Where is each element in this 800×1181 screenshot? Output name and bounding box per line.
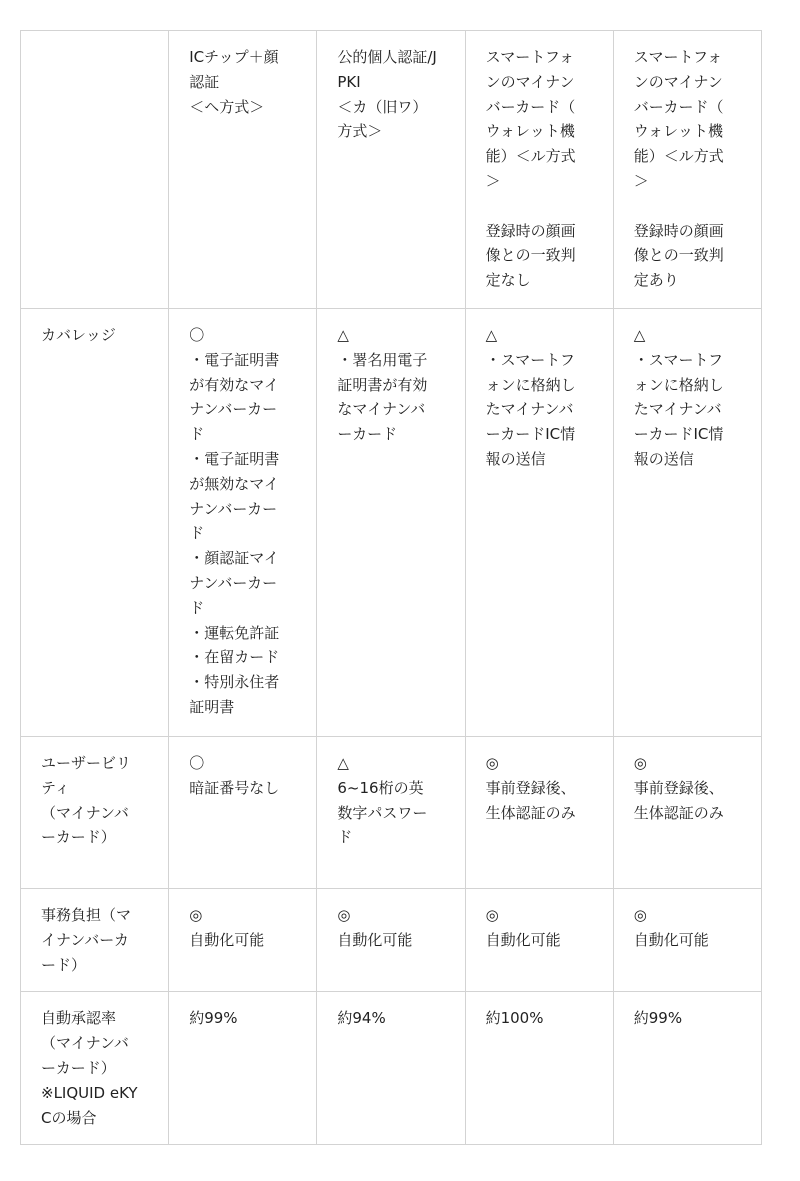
table-cell — [465, 309, 613, 737]
row-label-coverage — [21, 309, 169, 737]
cell-text-line: スマートフォ — [633, 48, 723, 66]
header-cell-wallet-no-face — [465, 31, 613, 309]
cell-text-line: ンのマイナン — [485, 72, 575, 91]
cell-text-line: 〇 — [189, 754, 205, 772]
cell-text-line: ・スマートフ — [485, 350, 575, 369]
cell-text-line: 生体認証のみ — [485, 803, 576, 822]
cell-text-line: ・特別永住者 — [189, 673, 280, 692]
cell-text-line: たマイナンバ — [633, 400, 722, 419]
cell-text-line: ◎ — [189, 906, 203, 924]
cell-text-line: 自動承認率 — [41, 1009, 117, 1028]
cell-text-line: ド — [189, 425, 205, 444]
cell-text-line: ンのマイナン — [633, 72, 723, 91]
cell-text-line: 認証 — [189, 72, 220, 91]
cell-text-line: △ — [485, 326, 498, 344]
cell-text-line: 約94% — [337, 1009, 386, 1028]
cell-text-line: バーカード（ — [485, 97, 576, 116]
cell-text-line: Cの場合 — [41, 1108, 97, 1127]
cell-text-line: 登録時の顔画 — [633, 221, 724, 240]
cell-text-line: 事前登録後、 — [485, 778, 576, 797]
cell-text-line: 暗証番号なし — [189, 778, 280, 797]
table-cell — [169, 992, 317, 1145]
row-label-admin-burden — [21, 889, 169, 992]
table-cell — [317, 889, 465, 992]
cell-text-line: 像との一致判 — [633, 246, 724, 265]
cell-text-line: ユーザービリ — [41, 754, 132, 772]
cell-text-line: が有効なマイ — [189, 375, 279, 394]
cell-text-line: ウォレット機 — [485, 122, 575, 141]
cell-text-line: 約99% — [633, 1009, 683, 1028]
cell-text-line: ティ — [41, 778, 70, 797]
cell-text-line: 能）＜ル方式 — [633, 147, 724, 166]
cell-text-line: 事務負担（マ — [41, 906, 132, 924]
cell-text-line: 生体認証のみ — [633, 803, 724, 822]
cell-text-line: △ — [337, 754, 349, 772]
cell-text-line: ォンに格納し — [633, 375, 724, 394]
cell-text-line: が無効なマイ — [189, 474, 279, 493]
cell-text-line: ・在留カード — [189, 648, 280, 667]
header-cell-jpki — [317, 31, 465, 309]
table-cell — [613, 992, 761, 1145]
table-row — [21, 992, 762, 1145]
cell-text-line: ※LIQUID eKY — [41, 1083, 138, 1102]
cell-text-line: 自動化可能 — [337, 930, 413, 949]
cell-text-line: ーカードIC情 — [633, 425, 724, 444]
table-cell — [317, 309, 465, 737]
cell-text-line: ＞ — [485, 171, 501, 190]
cell-text-line: 自動化可能 — [633, 930, 709, 949]
cell-text-line: 能）＜ル方式 — [485, 147, 576, 166]
cell-text-line: ナンバーカー — [189, 400, 278, 419]
table-cell — [169, 737, 317, 889]
cell-text-line: 約99% — [189, 1009, 238, 1028]
cell-text-line: 数字パスワー — [337, 803, 428, 822]
table-cell — [465, 737, 613, 889]
header-cell-wallet-face — [613, 31, 761, 309]
table-cell — [317, 737, 465, 889]
table-row — [21, 889, 762, 992]
cell-text-line — [486, 194, 593, 219]
cell-text-line: ＜ヘ方式＞ — [189, 97, 265, 116]
cell-text-line — [634, 194, 741, 219]
header-row — [21, 31, 762, 309]
cell-text-line: 定あり — [633, 271, 679, 290]
cell-text-line: スマートフォ — [485, 48, 575, 66]
header-corner-cell — [21, 31, 169, 309]
cell-text-line: ◎ — [633, 754, 647, 772]
cell-text-line: ◎ — [485, 906, 499, 924]
table-cell — [465, 992, 613, 1145]
cell-text-line: 自動化可能 — [485, 930, 561, 949]
cell-text-line: 証明書 — [189, 697, 235, 716]
table-cell — [613, 889, 761, 992]
table-cell — [169, 309, 317, 737]
cell-text-line: △ — [337, 326, 349, 344]
cell-text-line: ーカード） — [41, 1058, 116, 1077]
cell-text-line: ード） — [41, 955, 87, 974]
table-row — [21, 309, 762, 737]
cell-text-line: 証明書が有効 — [337, 375, 428, 394]
cell-text-line: なマイナンバ — [337, 400, 426, 419]
cell-text-line: ーカードIC情 — [485, 425, 576, 444]
cell-text-line: 報の送信 — [633, 449, 694, 468]
row-label-auto-approval — [21, 992, 169, 1145]
cell-text-line: 公的個人認証/J — [337, 48, 437, 66]
table-cell — [613, 737, 761, 889]
cell-text-line: 報の送信 — [485, 449, 546, 468]
table-cell — [613, 309, 761, 737]
cell-text-line: ICチップ＋顔 — [189, 48, 279, 66]
cell-text-line: ◎ — [633, 906, 647, 924]
cell-text-line: 〇 — [189, 326, 205, 344]
cell-text-line: （マイナンバ — [41, 1034, 129, 1053]
cell-text-line: ◎ — [337, 906, 351, 924]
header-cell-ic-face — [169, 31, 317, 309]
table-cell — [169, 889, 317, 992]
cell-text-line: たマイナンバ — [485, 400, 574, 419]
cell-text-line: 6~16桁の英 — [337, 778, 424, 797]
cell-text-line: △ — [633, 326, 646, 344]
cell-text-line: ド — [189, 524, 205, 543]
cell-text-line: ド — [337, 828, 353, 847]
cell-text-line: 事前登録後、 — [633, 778, 724, 797]
cell-text-line: ・署名用電子 — [337, 350, 428, 369]
cell-text-line: 定なし — [485, 271, 531, 290]
table-cell — [465, 889, 613, 992]
comparison-table — [20, 30, 762, 1145]
cell-text-line: ・電子証明書 — [189, 449, 280, 468]
cell-text-line: ＞ — [633, 171, 649, 190]
cell-text-line: ◎ — [485, 754, 499, 772]
cell-text-line: バーカード（ — [633, 97, 724, 116]
cell-text-line: 方式＞ — [337, 122, 383, 141]
cell-text-line: ・顔認証マイ — [189, 549, 279, 568]
cell-text-line: ・電子証明書 — [189, 350, 280, 369]
cell-text-line: 約100% — [485, 1009, 544, 1028]
table-cell — [317, 992, 465, 1145]
cell-text-line: イナンバーカ — [41, 930, 129, 949]
cell-text-line: ＜カ（旧ワ） — [337, 97, 428, 116]
cell-text-line: ォンに格納し — [485, 375, 576, 394]
cell-text-line: ド — [189, 598, 205, 617]
cell-text-line: ーカード） — [41, 828, 116, 847]
row-label-usability — [21, 737, 169, 889]
cell-text-line: ウォレット機 — [633, 122, 724, 141]
cell-text-line: ・スマートフ — [633, 350, 724, 369]
cell-text-line: ーカード — [337, 425, 398, 444]
cell-text-line: 像との一致判 — [485, 246, 576, 265]
cell-text-line: ナンバーカー — [189, 499, 278, 518]
table-row — [21, 737, 762, 889]
cell-text-line: カバレッジ — [41, 326, 116, 344]
cell-text-line: （マイナンバ — [41, 803, 129, 822]
cell-text-line: 自動化可能 — [189, 930, 265, 949]
cell-text-line: 登録時の顔画 — [485, 221, 576, 240]
cell-text-line: ・運転免許証 — [189, 623, 280, 642]
cell-text-line: PKI — [337, 72, 361, 91]
cell-text-line: ナンバーカー — [189, 573, 278, 592]
